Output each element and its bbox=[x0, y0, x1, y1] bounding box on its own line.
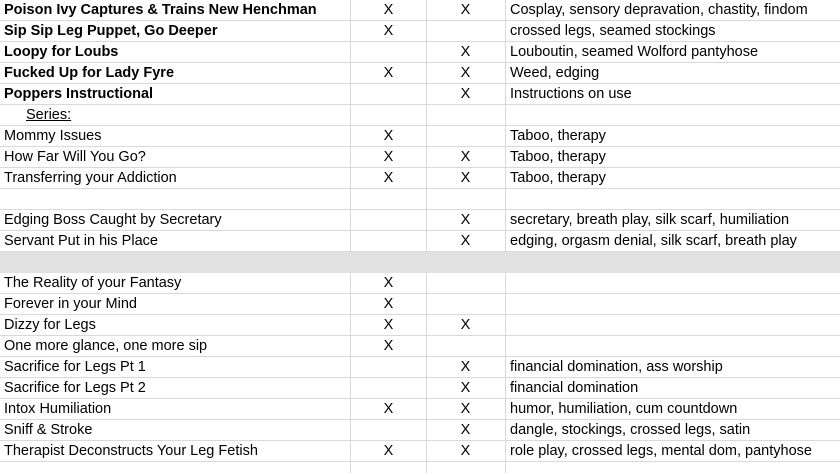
notes-cell[interactable]: Weed, edging bbox=[510, 65, 600, 81]
title-cell[interactable] bbox=[4, 252, 350, 272]
mark-cell-1[interactable] bbox=[351, 252, 426, 272]
table-row[interactable] bbox=[0, 357, 840, 378]
notes-cell[interactable]: secretary, breath play, silk scarf, humiliation bbox=[510, 212, 790, 228]
mark-cell-1[interactable] bbox=[351, 189, 426, 209]
title-cell[interactable]: Dizzy for Legs bbox=[4, 317, 96, 333]
table-row[interactable] bbox=[0, 462, 840, 473]
title-cell[interactable]: Transferring your Addiction bbox=[4, 170, 177, 186]
notes-cell[interactable]: humor, humiliation, cum countdown bbox=[510, 401, 738, 417]
title-cell[interactable]: Series: bbox=[26, 107, 72, 123]
table-row[interactable] bbox=[0, 42, 840, 63]
title-cell[interactable]: The Reality of your Fantasy bbox=[4, 275, 182, 291]
mark-cell-1[interactable]: X bbox=[383, 149, 394, 165]
mark-cell-2[interactable]: X bbox=[460, 422, 471, 438]
mark-cell-2[interactable]: X bbox=[460, 443, 471, 459]
mark-cell-1[interactable] bbox=[351, 420, 426, 440]
mark-cell-2[interactable]: X bbox=[460, 2, 471, 18]
mark-cell-1[interactable]: X bbox=[383, 443, 394, 459]
table-row[interactable] bbox=[0, 147, 840, 168]
notes-cell[interactable] bbox=[510, 315, 840, 335]
mark-cell-2[interactable] bbox=[427, 126, 504, 146]
table-row[interactable] bbox=[0, 252, 840, 273]
mark-cell-1[interactable] bbox=[351, 84, 426, 104]
title-cell[interactable]: Sip Sip Leg Puppet, Go Deeper bbox=[4, 23, 218, 39]
title-cell[interactable]: Sacrifice for Legs Pt 1 bbox=[4, 359, 146, 375]
mark-cell-1[interactable] bbox=[351, 42, 426, 62]
notes-cell[interactable] bbox=[510, 462, 840, 473]
table-row[interactable] bbox=[0, 21, 840, 42]
mark-cell-1[interactable] bbox=[351, 357, 426, 377]
mark-cell-2[interactable]: X bbox=[460, 380, 471, 396]
mark-cell-2[interactable]: X bbox=[460, 212, 471, 228]
notes-cell[interactable]: edging, orgasm denial, silk scarf, breath play bbox=[510, 233, 797, 249]
table-row[interactable] bbox=[0, 0, 840, 21]
mark-cell-1[interactable]: X bbox=[383, 401, 394, 417]
table-row[interactable] bbox=[0, 399, 840, 420]
mark-cell-2[interactable]: X bbox=[460, 149, 471, 165]
table-row[interactable] bbox=[0, 168, 840, 189]
notes-cell[interactable] bbox=[510, 273, 840, 293]
notes-cell[interactable] bbox=[510, 336, 840, 356]
table-row[interactable] bbox=[0, 441, 840, 462]
notes-cell[interactable]: Instructions on use bbox=[510, 86, 632, 102]
mark-cell-1[interactable]: X bbox=[383, 275, 394, 291]
table-row[interactable] bbox=[0, 315, 840, 336]
table-row[interactable] bbox=[0, 189, 840, 210]
title-cell[interactable]: Loopy for Loubs bbox=[4, 44, 119, 60]
table-row[interactable] bbox=[0, 105, 840, 126]
mark-cell-1[interactable]: X bbox=[383, 23, 394, 39]
title-cell[interactable]: Poppers Instructional bbox=[4, 86, 154, 102]
notes-cell[interactable]: Taboo, therapy bbox=[510, 170, 606, 186]
notes-cell[interactable]: Taboo, therapy bbox=[510, 128, 606, 144]
notes-cell[interactable] bbox=[510, 294, 840, 314]
notes-cell[interactable]: financial domination bbox=[510, 380, 639, 396]
table-row[interactable] bbox=[0, 273, 840, 294]
mark-cell-2[interactable]: X bbox=[460, 65, 471, 81]
table-row[interactable] bbox=[0, 210, 840, 231]
title-cell[interactable]: Servant Put in his Place bbox=[4, 233, 158, 249]
mark-cell-2[interactable]: X bbox=[460, 233, 471, 249]
table-row[interactable] bbox=[0, 84, 840, 105]
table-row[interactable] bbox=[0, 126, 840, 147]
mark-cell-2[interactable] bbox=[427, 189, 504, 209]
mark-cell-2[interactable]: X bbox=[460, 359, 471, 375]
mark-cell-1[interactable] bbox=[351, 462, 426, 473]
title-cell[interactable]: Intox Humiliation bbox=[4, 401, 112, 417]
mark-cell-1[interactable] bbox=[351, 105, 426, 125]
mark-cell-2[interactable] bbox=[427, 294, 504, 314]
notes-cell[interactable]: crossed legs, seamed stockings bbox=[510, 23, 716, 39]
mark-cell-1[interactable]: X bbox=[383, 170, 394, 186]
table-row[interactable] bbox=[0, 378, 840, 399]
mark-cell-2[interactable] bbox=[427, 462, 504, 473]
notes-cell[interactable]: Louboutin, seamed Wolford pantyhose bbox=[510, 44, 759, 60]
title-cell[interactable] bbox=[4, 462, 350, 473]
notes-cell[interactable]: Cosplay, sensory depravation, chastity, findom bbox=[510, 2, 808, 18]
title-cell[interactable]: How Far Will You Go? bbox=[4, 149, 146, 165]
mark-cell-1[interactable]: X bbox=[383, 65, 394, 81]
mark-cell-1[interactable] bbox=[351, 210, 426, 230]
notes-cell[interactable]: dangle, stockings, crossed legs, satin bbox=[510, 422, 751, 438]
mark-cell-1[interactable] bbox=[351, 378, 426, 398]
mark-cell-2[interactable] bbox=[427, 336, 504, 356]
mark-cell-2[interactable] bbox=[427, 21, 504, 41]
title-cell[interactable]: Poison Ivy Captures & Trains New Henchman bbox=[4, 2, 317, 18]
table-row[interactable] bbox=[0, 294, 840, 315]
table-row[interactable] bbox=[0, 231, 840, 252]
notes-cell[interactable]: Taboo, therapy bbox=[510, 149, 606, 165]
title-cell[interactable]: Edging Boss Caught by Secretary bbox=[4, 212, 222, 228]
mark-cell-2[interactable]: X bbox=[460, 44, 471, 60]
mark-cell-1[interactable] bbox=[351, 231, 426, 251]
title-cell[interactable]: Mommy Issues bbox=[4, 128, 102, 144]
mark-cell-2[interactable] bbox=[427, 273, 504, 293]
mark-cell-1[interactable]: X bbox=[383, 128, 394, 144]
mark-cell-2[interactable]: X bbox=[460, 401, 471, 417]
table-row[interactable] bbox=[0, 63, 840, 84]
title-cell[interactable] bbox=[4, 189, 350, 209]
title-cell[interactable]: Sacrifice for Legs Pt 2 bbox=[4, 380, 146, 396]
title-cell[interactable]: Forever in your Mind bbox=[4, 296, 137, 312]
title-cell[interactable]: Fucked Up for Lady Fyre bbox=[4, 65, 175, 81]
title-cell[interactable]: Therapist Deconstructs Your Leg Fetish bbox=[4, 443, 258, 459]
notes-cell[interactable]: role play, crossed legs, mental dom, pantyhose bbox=[510, 443, 812, 459]
title-cell[interactable]: Sniff & Stroke bbox=[4, 422, 93, 438]
mark-cell-1[interactable]: X bbox=[383, 296, 394, 312]
mark-cell-1[interactable]: X bbox=[383, 338, 394, 354]
mark-cell-1[interactable]: X bbox=[383, 2, 394, 18]
mark-cell-2[interactable] bbox=[427, 252, 504, 272]
notes-cell[interactable] bbox=[510, 105, 840, 125]
notes-cell[interactable] bbox=[510, 252, 840, 272]
mark-cell-1[interactable]: X bbox=[383, 317, 394, 333]
title-cell[interactable]: One more glance, one more sip bbox=[4, 338, 208, 354]
notes-cell[interactable]: financial domination, ass worship bbox=[510, 359, 723, 375]
mark-cell-2[interactable]: X bbox=[460, 170, 471, 186]
notes-cell[interactable] bbox=[510, 189, 840, 209]
table-row[interactable] bbox=[0, 420, 840, 441]
mark-cell-2[interactable] bbox=[427, 105, 504, 125]
mark-cell-2[interactable]: X bbox=[460, 86, 471, 102]
table-row[interactable] bbox=[0, 336, 840, 357]
mark-cell-2[interactable]: X bbox=[460, 317, 471, 333]
